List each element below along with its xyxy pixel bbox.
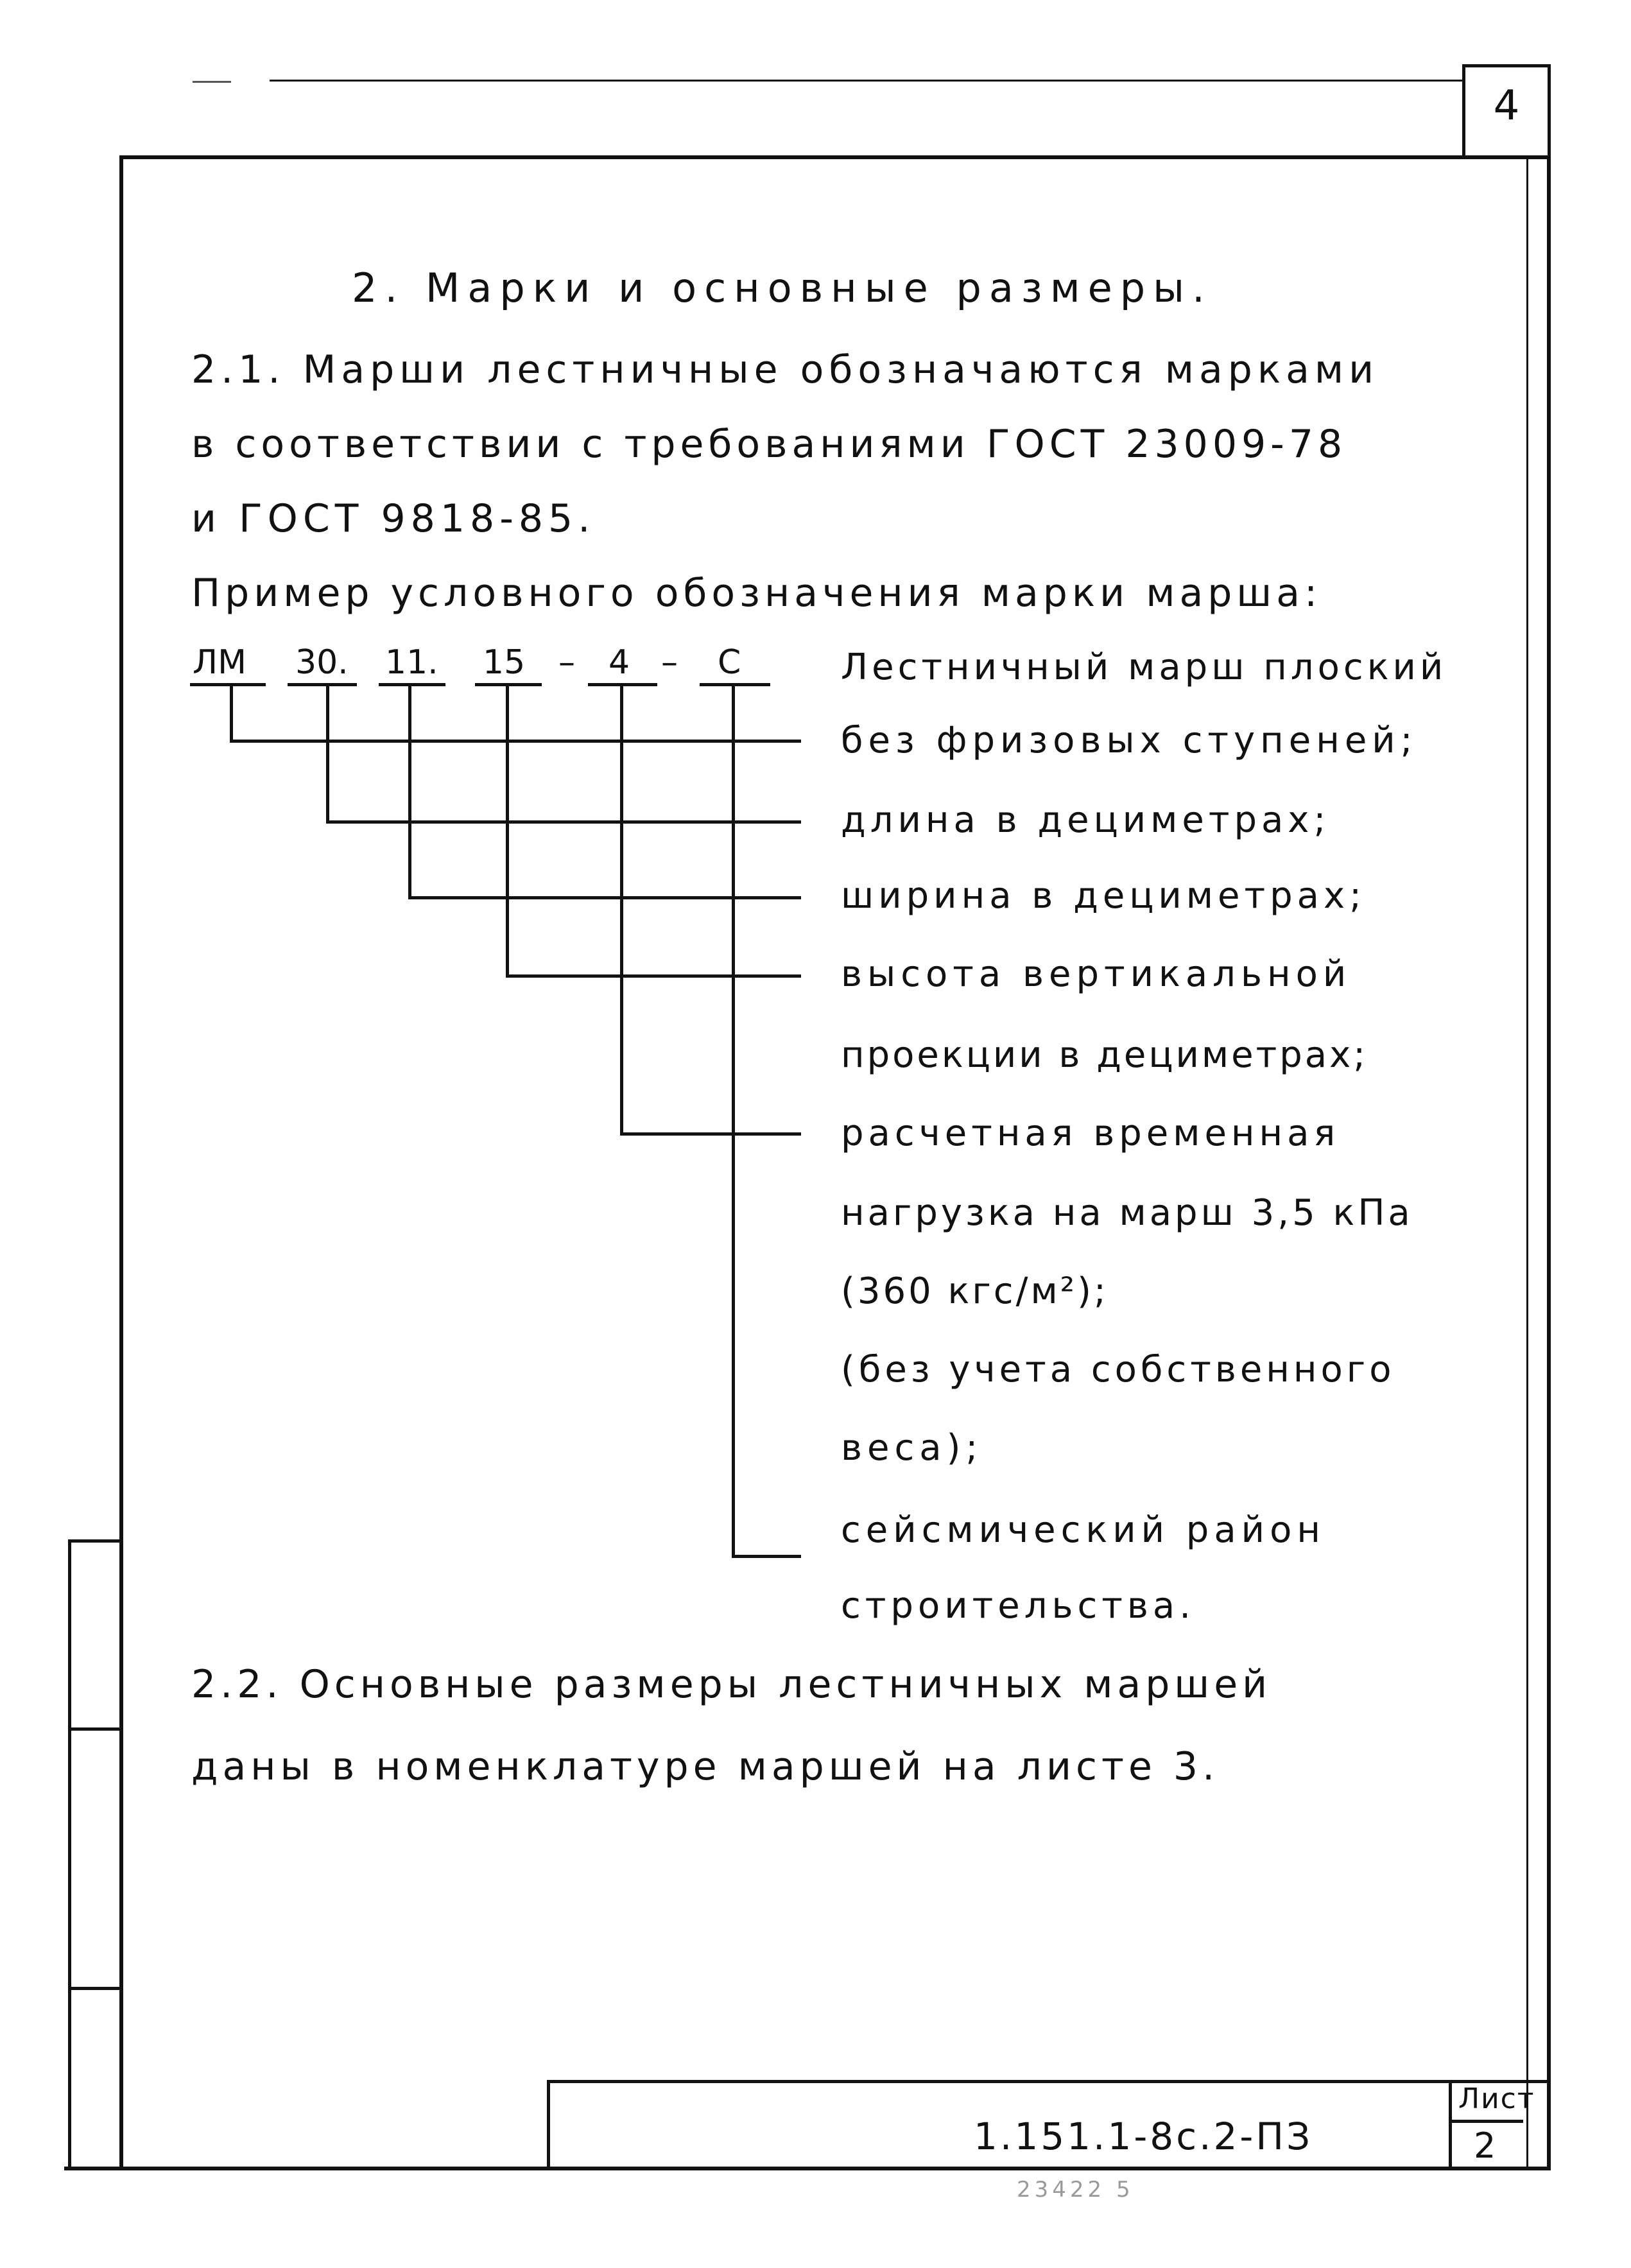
explanation-load-4: (без учета собственного	[841, 1349, 1395, 1390]
explanation-height-2: проекции в дециметрах;	[841, 1034, 1368, 1076]
explanation-length: длина в дециметрах;	[841, 799, 1331, 841]
explanation-load-5: веса);	[841, 1427, 983, 1469]
border-top	[119, 155, 1551, 159]
top-rule	[270, 80, 1463, 82]
document-code: 1.151.1-8с.2-ПЗ	[974, 2115, 1313, 2158]
underline-length	[288, 683, 357, 686]
leader-seismic-vertical	[732, 684, 735, 1557]
leader-width-horizontal	[408, 896, 801, 899]
margin-strip-tick-2	[68, 1727, 122, 1731]
designation-part-load: 4	[608, 643, 630, 682]
leader-load-vertical	[620, 684, 623, 1135]
leader-length-horizontal	[326, 820, 801, 824]
section-heading: 2. Марки и основные размеры.	[352, 264, 1212, 311]
designation-part-width: 11.	[385, 643, 438, 682]
designation-part-height: 15	[483, 643, 526, 682]
designation-dash-1: –	[558, 643, 575, 682]
leader-load-horizontal	[620, 1132, 801, 1136]
leader-height-vertical	[506, 684, 509, 977]
designation-part-seismic: С	[718, 643, 741, 682]
sheet-cell	[1449, 2080, 1535, 2168]
designation-part-length: 30.	[295, 643, 349, 682]
explanation-load-1: расчетная временная	[841, 1112, 1340, 1154]
margin-strip-tick-1	[68, 1539, 122, 1543]
leader-lm-vertical	[230, 684, 233, 742]
border-right	[1547, 155, 1551, 2168]
title-block	[547, 2080, 1551, 2168]
leader-length-vertical	[326, 684, 329, 823]
corner-number: 4	[1493, 82, 1520, 130]
section-2-1-line-1: 2.1. Марши лестничные обозначаются марками	[191, 347, 1379, 392]
sheet-number: 2	[1474, 2125, 1496, 2166]
leader-seismic-horizontal	[732, 1555, 801, 1558]
example-title: Пример условного обозначения марки марша:	[191, 571, 1322, 616]
corner-number-box	[1462, 64, 1551, 155]
explanation-load-2: нагрузка на марш 3,5 кПа	[841, 1192, 1413, 1234]
section-2-2-line-1: 2.2. Основные размеры лестничных маршей	[191, 1662, 1272, 1707]
explanation-type-1: Лестничный марш плоский	[841, 646, 1447, 688]
underline-lm	[190, 683, 266, 686]
archive-mark: 23422 5	[1017, 2177, 1134, 2203]
section-2-1-line-3: и ГОСТ 9818-85.	[191, 496, 596, 541]
explanation-seismic-1: сейсмический район	[841, 1509, 1325, 1551]
border-left	[119, 155, 123, 2168]
border-right-outer	[1526, 157, 1528, 2167]
section-2-1-line-2: в соответствии с требованиями ГОСТ 23009-78	[191, 422, 1347, 467]
explanation-seismic-2: строительства.	[841, 1585, 1196, 1627]
leader-lm-horizontal	[230, 740, 801, 743]
margin-strip-left	[68, 1539, 71, 2168]
section-2-2-line-2: даны в номенклатуре маршей на листе 3.	[191, 1744, 1220, 1789]
explanation-type-2: без фризовых ступеней;	[841, 720, 1418, 761]
leader-height-horizontal	[506, 974, 801, 978]
explanation-load-3: (360 кгс/м²);	[841, 1270, 1109, 1312]
leader-width-vertical	[408, 684, 411, 899]
margin-strip-tick-3	[68, 1987, 122, 1990]
sheet-label-divider	[1452, 2120, 1523, 2123]
designation-part-lm: ЛМ	[193, 643, 246, 682]
explanation-width: ширина в дециметрах;	[841, 875, 1366, 917]
underline-width	[379, 683, 445, 686]
explanation-height-1: высота вертикальной	[841, 953, 1352, 995]
sheet-label: Лист	[1458, 2082, 1535, 2115]
underline-seismic	[700, 683, 770, 686]
top-dash	[193, 81, 231, 83]
designation-dash-2: –	[661, 643, 678, 682]
